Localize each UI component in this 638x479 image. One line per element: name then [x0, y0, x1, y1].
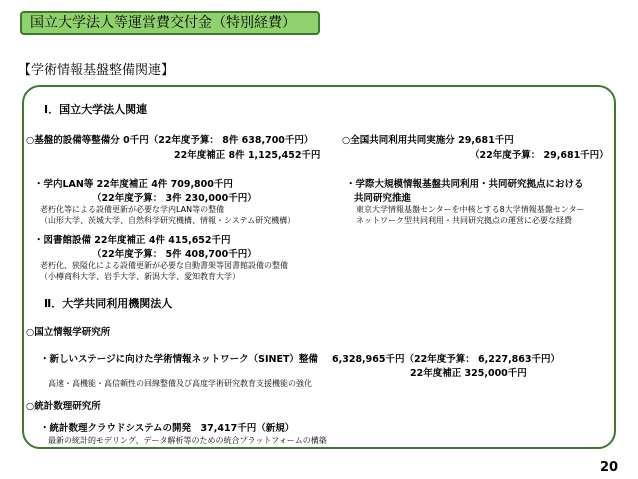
- item1-sub2-desc1: 老朽化、狭隘化による設備更新が必要な自動書架等図書館設備の整備: [40, 261, 288, 270]
- nii-desc: 高速・高機能・高信頼性の回線整備及び高度学術研究教育支援機能の強化: [48, 379, 312, 388]
- content-panel: [22, 85, 616, 449]
- item1-line2: 22年度補正 8件 1,125,452千円: [174, 150, 321, 161]
- item1-sub1-desc2: （山形大学、茨城大学、自然科学研究機構、情報・システム研究機構）: [40, 216, 296, 225]
- item2-line1: ○全国共同利用共同実施分 29,681千円: [342, 135, 514, 146]
- item1-sub1-desc1: 老朽化等による設備更新が必要な学内LAN等の整備: [40, 205, 225, 214]
- item2-sub1-line2: 共同研究推進: [354, 193, 412, 204]
- page-number: 20: [600, 460, 619, 475]
- item1-sub1-line1: ・学内LAN等 22年度補正 4件 709,800千円: [34, 179, 233, 190]
- item1-sub2-desc2: （小樽商科大学、岩手大学、新潟大学、愛知教育大学）: [40, 272, 240, 281]
- ism-heading: ○統計数理研究所: [26, 401, 101, 412]
- section2-heading: Ⅱ．大学共同利用機関法人: [44, 297, 173, 310]
- ism-line1: ・統計数理クラウドシステムの開発 37,417千円（新規）: [40, 423, 295, 434]
- item2-line2: （22年度予算： 29,681千円）: [470, 150, 609, 161]
- ism-desc: 最新の統計的モデリング、データ解析等のための統合プラットフォームの構築: [48, 436, 327, 445]
- section1-heading: Ⅰ．国立大学法人関連: [44, 103, 148, 116]
- subheading: 【学術情報基盤整備関連】: [18, 63, 175, 78]
- item1-sub2-line1: ・図書館設備 22年度補正 4件 415,652千円: [34, 235, 231, 246]
- nii-heading: ○国立情報学研究所: [26, 327, 111, 338]
- item1-sub1-line2: （22年度予算： 3件 230,000千円）: [92, 193, 257, 204]
- page-title: 国立大学法人等運営費交付金（特別経費）: [20, 11, 320, 35]
- nii-line2: 22年度補正 325,000千円: [410, 368, 527, 379]
- item1-line1: ○基盤的設備等整備分 0千円（22年度予算： 8件 638,700千円）: [26, 135, 314, 146]
- item2-sub1-desc1: 東京大学情報基盤センターを中核とする8大学情報基盤センター: [356, 205, 585, 214]
- nii-line1a: ・新しいステージに向けた学術情報ネットワーク（SINET）整備: [40, 354, 318, 365]
- item2-sub1-desc2: ネットワーク型共同利用・共同研究拠点の運営に必要な経費: [356, 216, 572, 225]
- item2-sub1-line1: ・学際大規模情報基盤共同利用・共同研究拠点における: [346, 179, 584, 190]
- nii-line1b: 6,328,965千円（22年度予算： 6,227,863千円）: [332, 354, 561, 365]
- item1-sub2-line2: （22年度予算： 5件 408,700千円）: [92, 249, 257, 260]
